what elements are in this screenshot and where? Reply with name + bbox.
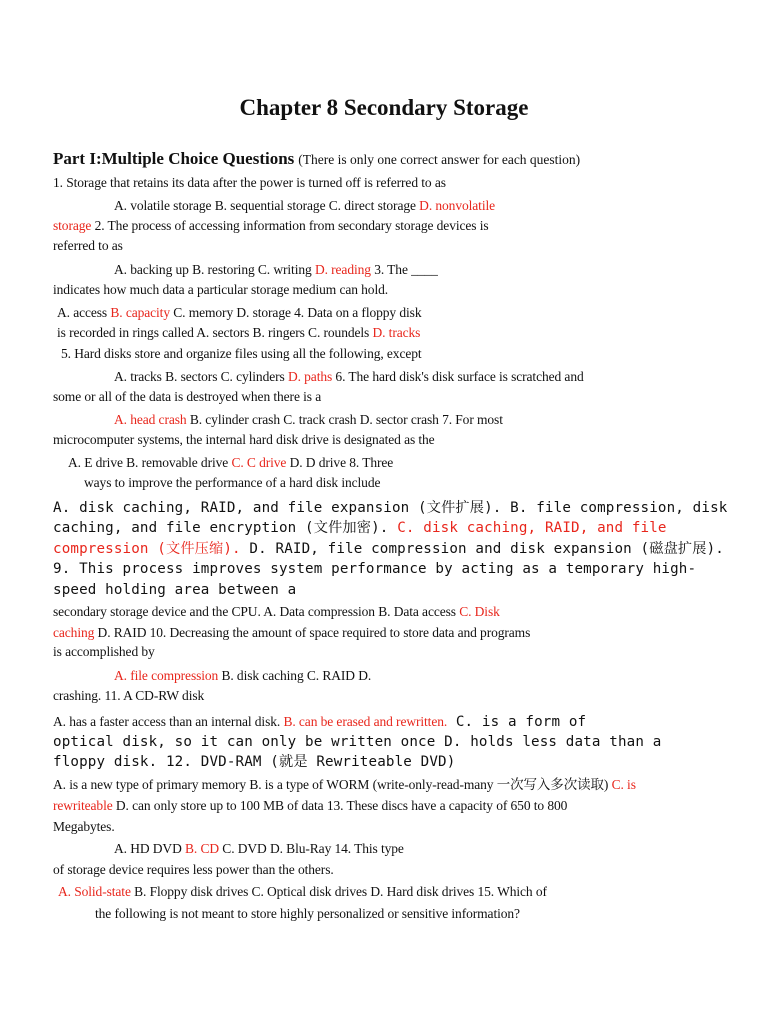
text-line — [53, 644, 155, 660]
question-text: crashing. 11. A CD-RW disk — [53, 688, 205, 703]
text-line — [53, 798, 567, 814]
question-text: A. volatile storage B. sequential storage C. direct storage — [114, 198, 420, 213]
answer-text: D. reading — [314, 262, 371, 277]
text-line — [53, 862, 334, 878]
question-text: floppy disk. 12. DVD-RAM (就是 Rewriteable DVD) — [53, 754, 456, 770]
question-text: C. memory D. storage 4. Data on a floppy disk — [169, 305, 422, 320]
part-heading: Part I:Multiple Choice Questions — [53, 149, 295, 168]
text-line — [53, 518, 667, 538]
text-line — [53, 625, 530, 641]
answer-text: C. Disk — [459, 604, 500, 619]
question-text: A. has a faster access than an internal disk. — [53, 714, 284, 729]
question-text: indicates how much data a particular storage medium can hold. — [53, 282, 389, 297]
text-line — [53, 819, 115, 835]
text-line — [57, 305, 421, 321]
question-text: 9. This process improves system performance by acting as a temporary high- — [53, 561, 697, 577]
text-line — [53, 218, 489, 234]
question-text: A. E drive B. removable drive — [68, 455, 232, 470]
text-line — [53, 559, 696, 579]
answer-text: A. head crash — [114, 412, 187, 427]
text-line — [114, 412, 503, 428]
answer-text: C. disk caching, RAID, and file — [397, 520, 667, 536]
question-text: D. D drive 8. Three — [286, 455, 394, 470]
question-text: A. tracks B. sectors C. cylinders — [114, 369, 288, 384]
answer-text: A. Solid-state — [58, 884, 131, 899]
text-line — [53, 732, 661, 752]
question-text: A. HD DVD — [114, 841, 185, 856]
question-text: referred to as — [53, 238, 123, 253]
text-line — [53, 580, 296, 600]
answer-text: D. nonvolatile — [419, 198, 496, 213]
question-text: is recorded in rings called A. sectors B. ringers C. roundels — [57, 325, 373, 340]
answer-text: compression (文件压缩). — [53, 541, 241, 557]
text-line — [53, 688, 204, 704]
question-text: A. access — [57, 305, 111, 320]
answer-text: D. paths — [287, 369, 333, 384]
text-line — [84, 475, 380, 491]
chapter-title: Chapter 8 Secondary Storage — [239, 95, 529, 120]
question-text: some or all of the data is destroyed when there is a — [53, 389, 322, 404]
question-text: A. is a new type of primary memory B. is a type of WORM (write-only-read-many 一次写入多次读取) — [53, 777, 612, 792]
question-text: Megabytes. — [53, 819, 115, 834]
text-line — [53, 238, 123, 254]
text-line — [53, 282, 388, 298]
text-line — [95, 906, 520, 922]
answer-text: C. is — [611, 777, 636, 792]
part-note: (There is only one correct answer for each question) — [298, 152, 581, 167]
question-text: 5. Hard disks store and organize files using all the following, except — [61, 346, 422, 361]
text-line — [114, 369, 584, 385]
question-text: D. can only store up to 100 MB of data 13. These discs have a capacity of 650 to 800 — [112, 798, 568, 813]
question-text: D. RAID 10. Decreasing the amount of space required to store data and programs — [94, 625, 531, 640]
answer-text: A. file compression — [114, 668, 219, 683]
answer-text: rewriteable — [53, 798, 113, 813]
question-text: A. disk caching, RAID, and file expansion (文件扩展). B. file compression, disk — [53, 500, 728, 516]
question-text: is accomplished by — [53, 644, 155, 659]
question-text: 2. The process of accessing information from secondary storage devices is — [91, 218, 489, 233]
answer-text: B. can be erased and rewritten. — [283, 714, 448, 729]
question-text: 6. The hard disk's disk surface is scratched and — [332, 369, 584, 384]
text-line — [53, 498, 727, 518]
text-line — [114, 841, 404, 857]
question-text: speed holding area between a — [53, 582, 297, 598]
text-line — [58, 884, 547, 900]
answer-text: B. CD — [185, 841, 220, 856]
answer-text: B. capacity — [110, 305, 170, 320]
text-line — [53, 777, 636, 793]
question-text: B. Floppy disk drives C. Optical disk drives D. Hard disk drives 15. Which of — [130, 884, 547, 899]
question-text: microcomputer systems, the internal hard disk drive is designated as the — [53, 432, 435, 447]
text-line — [53, 175, 446, 191]
text-line — [53, 432, 435, 448]
text-line — [53, 752, 455, 772]
answer-text: C. C drive — [231, 455, 287, 470]
question-text: ways to improve the performance of a hard disk include — [84, 475, 381, 490]
question-text: D. RAID, file compression and disk expansion (磁盘扩展). — [240, 541, 724, 557]
text-line — [68, 455, 393, 471]
text-line — [53, 604, 500, 620]
text-line — [114, 262, 438, 278]
answer-text: caching — [53, 625, 95, 640]
text-line — [114, 668, 371, 684]
text-line — [57, 325, 420, 341]
text-line — [53, 539, 724, 559]
question-text: 1. Storage that retains its data after the power is turned off is referred to as — [53, 175, 446, 190]
answer-text: storage — [53, 218, 92, 233]
part-heading-line — [53, 149, 580, 169]
question-text: A. backing up B. restoring C. writing — [114, 262, 315, 277]
question-text: 3. The ____ — [370, 262, 438, 277]
text-line — [114, 198, 495, 214]
text-line — [53, 389, 321, 405]
text-line — [53, 712, 586, 732]
question-text: of storage device requires less power than the others. — [53, 862, 334, 877]
answer-text: D. tracks — [372, 325, 421, 340]
question-text: C. DVD D. Blu-Ray 14. This type — [219, 841, 404, 856]
question-text: B. cylinder crash C. track crash D. sector crash 7. For most — [186, 412, 503, 427]
question-text: C. is a form of — [447, 714, 587, 730]
question-text: secondary storage device and the CPU. A. Data compression B. Data access — [53, 604, 460, 619]
question-text: B. disk caching C. RAID D. — [218, 668, 372, 683]
question-text: optical disk, so it can only be written once D. holds less data than a — [53, 734, 662, 750]
text-line — [61, 346, 422, 362]
question-text: caching, and file encryption (文件加密). — [53, 520, 398, 536]
question-text: the following is not meant to store highly personalized or sensitive information? — [95, 906, 520, 921]
